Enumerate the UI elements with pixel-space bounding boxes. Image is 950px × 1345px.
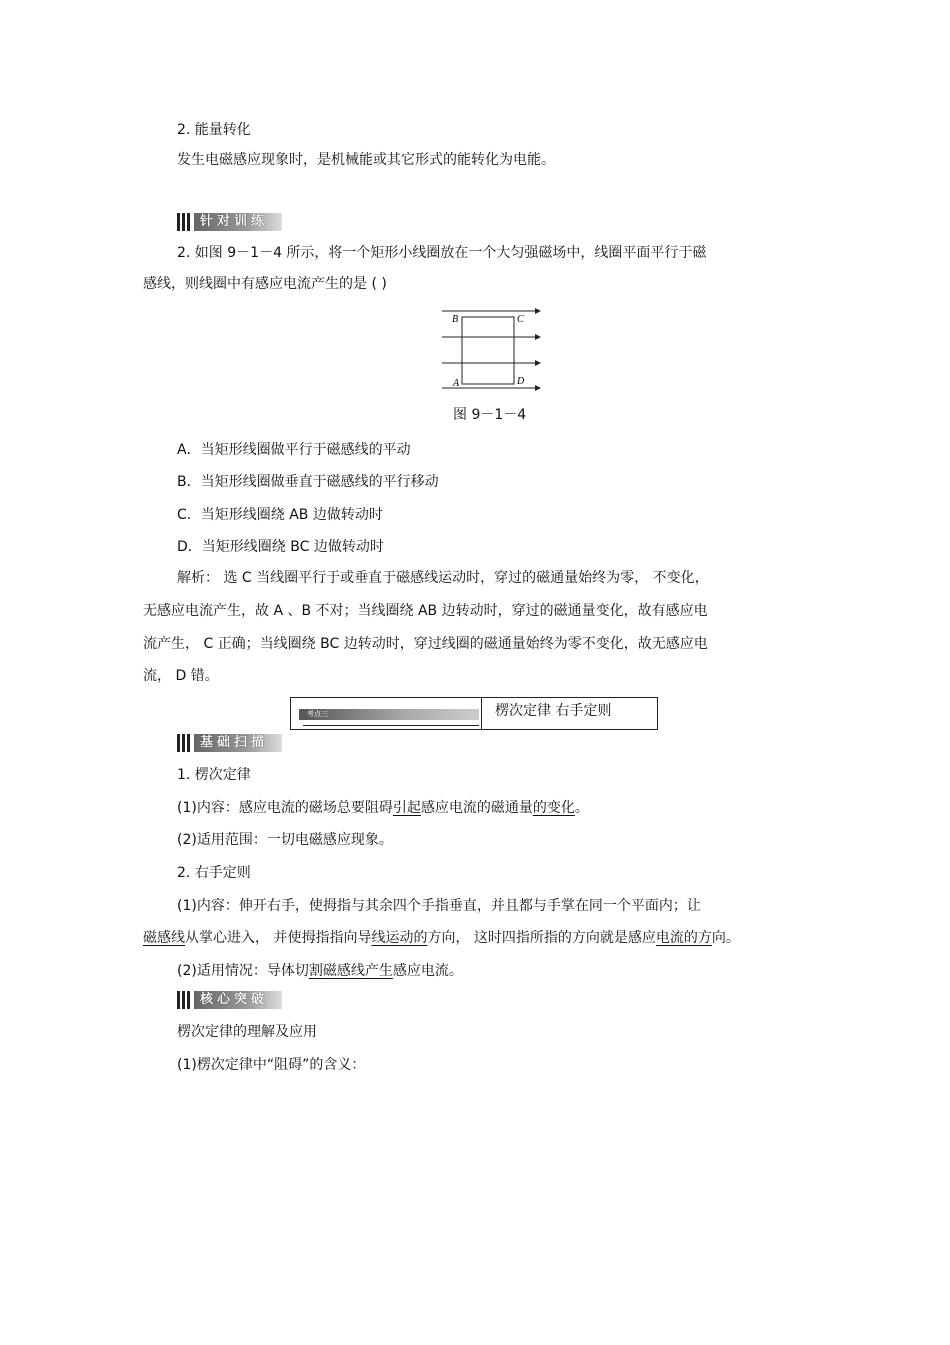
analysis-line-2: 无感应电流产生，故 A 、B 不对；当线圈绕 AB 边转动时，穿过的磁通量变化，故有感应电	[143, 603, 708, 619]
section-header-box	[290, 697, 658, 730]
option-b: B．当矩形线圈做垂直于磁感线的平行移动	[177, 474, 439, 490]
right-hand-heading: 2. 右手定则	[177, 865, 251, 881]
bar-stripes-icon	[177, 991, 190, 1009]
analysis-line-3: 流产生， C 正确；当线圈绕 BC 边转动时，穿过线圈的磁通量始终为零不变化，故无感应电	[143, 636, 708, 652]
lenz-heading: 1. 楞次定律	[177, 767, 251, 783]
core-item-1: (1)楞次定律中“阻碍”的含义：	[177, 1057, 366, 1073]
magnetic-field-figure	[440, 306, 546, 392]
option-c: C．当矩形线圈绕 AB 边做转动时	[177, 507, 383, 523]
core-subtitle: 楞次定律的理解及应用	[177, 1024, 317, 1040]
lenz-content: (1)内容：感应电流的磁场总要阻碍引起感应电流的磁通量的变化。	[177, 800, 589, 816]
label-A: A	[453, 378, 460, 389]
question-line-2: 感线，则线圈中有感应电流产生的是 ( )	[143, 276, 387, 292]
bar-stripes-icon	[177, 734, 190, 752]
label-B: B	[452, 314, 459, 325]
lenz-scope: (2)适用范围：一切电磁感应现象。	[177, 832, 393, 848]
analysis-line-1: 解析： 选 C 当线圈平行于或垂直于磁感线运动时，穿过的磁通量始终为零， 不变化，	[177, 570, 709, 586]
basic-scan-bar-label: 基础扫描	[194, 734, 282, 752]
energy-text: 发生电磁感应现象时，是机械能或其它形式的能转化为电能。	[177, 152, 555, 168]
basic-scan-bar	[177, 733, 282, 753]
option-d: D．当矩形线圈绕 BC 边做转动时	[177, 539, 384, 555]
core-bar	[177, 990, 282, 1010]
label-D: D	[517, 376, 525, 387]
section-title: 楞次定律 右手定则	[495, 703, 612, 719]
figure-caption: 图 9－1－4	[453, 407, 527, 423]
training-bar-label: 针对训练	[194, 213, 282, 231]
core-bar-label: 核心突破	[194, 991, 282, 1009]
question-line-1: 2. 如图 9－1－4 所示，将一个矩形小线圈放在一个大匀强磁场中，线圈平面平行于磁	[177, 245, 707, 261]
energy-heading: 2. 能量转化	[177, 122, 251, 138]
analysis-line-4: 流， D 错。	[143, 668, 219, 684]
training-bar	[177, 212, 282, 232]
section-tag: 考点三	[299, 709, 479, 720]
right-hand-content-2: 磁感线从掌心进入， 并使拇指指向导线运动的方向， 这时四指所指的方向就是感应电流的方向。	[143, 930, 740, 946]
option-a: A．当矩形线圈做平行于磁感线的平动	[177, 442, 411, 458]
coil-rectangle	[462, 317, 514, 384]
right-hand-content-1: (1)内容：伸开右手，使拇指与其余四个手指垂直，并且都与手掌在同一个平面内；让	[177, 898, 701, 914]
bar-stripes-icon	[177, 213, 190, 231]
right-hand-usage: (2)适用情况：导体切割磁感线产生感应电流。	[177, 963, 463, 979]
label-C: C	[517, 314, 524, 325]
